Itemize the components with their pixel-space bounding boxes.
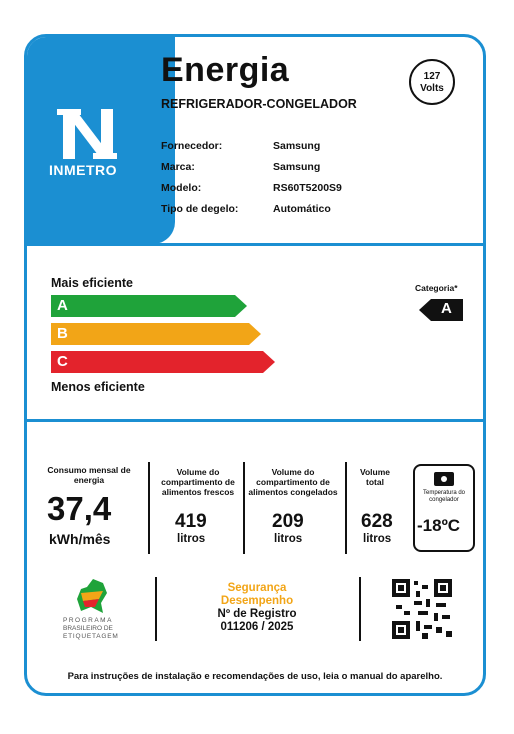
category-title: Categoria* (415, 283, 458, 293)
consumption-unit: kWh/mês (49, 531, 111, 547)
voltage-badge (409, 59, 455, 105)
bottom-divider-1 (155, 577, 157, 641)
consumption-value: 37,4 (47, 490, 112, 527)
page-title: Energia (161, 51, 290, 89)
category-letter: A (441, 300, 452, 317)
class-letter-c: C (57, 353, 68, 370)
bottom-divider-2 (359, 577, 361, 641)
frozen-unit: litros (274, 533, 303, 545)
freezer-temp-box (413, 464, 475, 552)
pbe-line2: BRASILEIRO DE (63, 625, 113, 632)
seg-line2: Desempenho (220, 595, 294, 607)
spec-label-modelo: Modelo: (161, 182, 202, 194)
seg-line1: Segurança (227, 582, 287, 594)
footer-note: Para instruções de instalação e recomendações de uso, leia o manual do aparelho. (67, 671, 443, 682)
class-bar-c (51, 351, 275, 373)
freezer-icon (434, 472, 454, 486)
total-value: 628 (361, 511, 393, 532)
class-bar-a (51, 295, 247, 317)
class-bar-b (51, 323, 261, 345)
energy-label (24, 34, 486, 696)
divider-middle (27, 419, 483, 422)
voltage-unit: Volts (420, 83, 444, 94)
pbe-line1: PROGRAMA (63, 617, 113, 624)
fresh-label: Volume do compartimento de alimentos frescos (161, 467, 235, 497)
pbe-logo (63, 577, 143, 647)
spec-label-fornecedor: Fornecedor: (161, 140, 223, 152)
frozen-value: 209 (272, 511, 304, 532)
inmetro-logo (27, 37, 175, 244)
class-letter-b: B (57, 325, 68, 342)
brazil-map-icon (73, 577, 113, 617)
qr-code-icon (392, 579, 452, 639)
spec-value-fornecedor: Samsung (273, 140, 321, 152)
product-type: REFRIGERADOR-CONGELADOR (161, 97, 357, 111)
frozen-label: Volume do compartimento de alimentos congelados (248, 467, 338, 497)
registration-block (197, 582, 317, 634)
consumption-label: Consumo mensal de energia (47, 465, 131, 485)
spec-value-marca: Samsung (273, 161, 321, 173)
total-label: Volume total (359, 467, 391, 487)
less-efficient-label: Menos eficiente (51, 380, 145, 394)
more-efficient-label: Mais eficiente (51, 276, 133, 290)
class-letter-a: A (57, 297, 68, 314)
fresh-unit: litros (177, 533, 206, 545)
temp-value: -18ºC (417, 516, 461, 535)
pbe-line3: ETIQUETAGEM (63, 633, 119, 640)
metric-divider-3 (345, 462, 347, 554)
metric-divider-1 (148, 462, 150, 554)
registration-value: 011206 / 2025 (220, 621, 294, 633)
inmetro-icon (27, 37, 175, 244)
fresh-value: 419 (175, 511, 207, 532)
divider-top (27, 243, 483, 246)
spec-value-modelo: RS60T5200S9 (273, 182, 342, 194)
registration-label: Nº de Registro (217, 608, 297, 620)
voltage-value: 127 (423, 71, 441, 82)
spec-label-degelo: Tipo de degelo: (161, 203, 239, 215)
inmetro-text: INMETRO (49, 162, 118, 178)
spec-label-marca: Marca: (161, 161, 195, 173)
spec-value-degelo: Automático (273, 203, 331, 215)
total-unit: litros (363, 533, 392, 545)
temp-label: Temperatura do congelador (422, 490, 466, 503)
